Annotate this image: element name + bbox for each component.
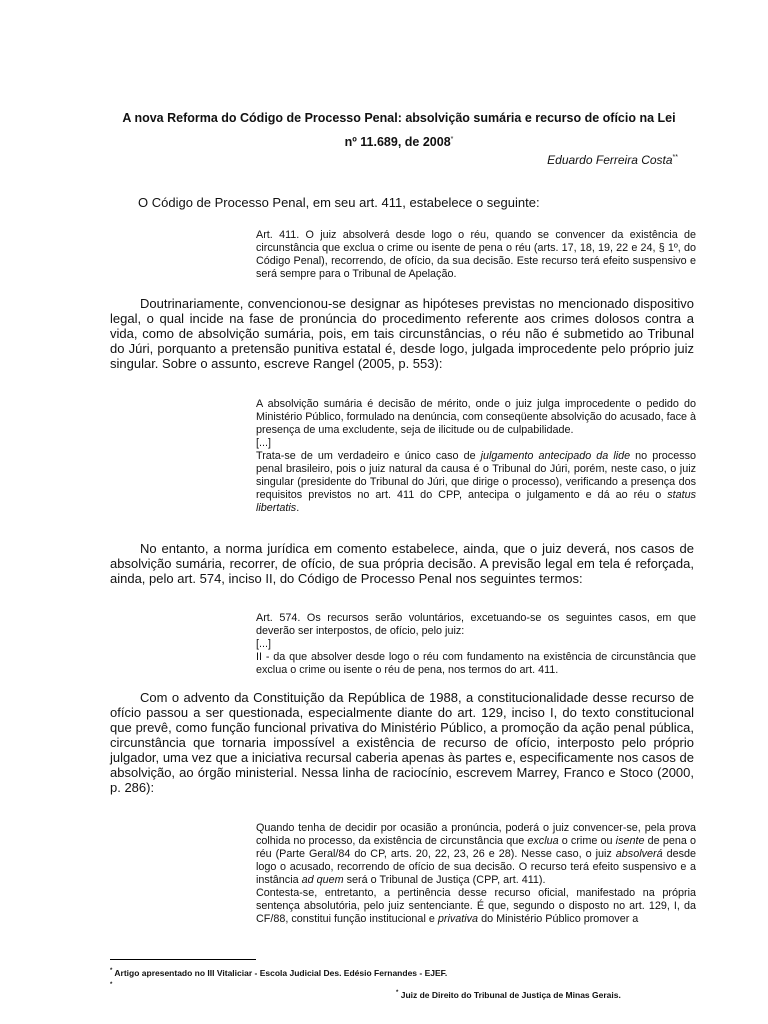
quote-marrey-part-1 <box>256 822 696 887</box>
footnote-1-marker: * <box>110 968 113 974</box>
quote-rangel-ellipsis: [...] <box>256 437 271 449</box>
paragraph-1: O Código de Processo Penal, em seu art. 411, estabelece o seguinte: <box>138 195 540 210</box>
quote-rangel-text-c: . <box>296 502 300 514</box>
quote-marrey-text-4: desde logo o acusado, recorrendo de ofício de sua decisão. O recurso terá efeito suspensivo e a instância <box>256 848 696 886</box>
author-name <box>547 153 678 167</box>
quote-rangel <box>256 398 696 515</box>
footnote-2-marker-line <box>110 980 112 992</box>
paragraph-3: No entanto, a norma jurídica em comento estabelece, ainda, que o juiz deverá, nos casos de absolvição sumária, recorrer, de ofício, de sua própria decisão. A previsão legal em tela é reforçada, ainda, pelo art. 574, inciso II, do Código de Processo Penal nos seguintes termos: <box>110 541 694 586</box>
footnote-2 <box>396 988 621 1000</box>
quote-marrey-text-6: Contesta-se, entretanto, a pertinência desse recurso oficial, manifestado na própria sentença absolutória, pelo juiz sentenciante. É que, segundo o disposto no art. 129, I, da CF/88, constitui função institucional e <box>256 887 696 925</box>
quote-marrey-text-1: Quando tenha de decidir por ocasião a pronúncia, poderá o juiz convencer-se, pela prova colhida no processo, da existência de circunstância que <box>256 822 696 847</box>
quote-marrey-text-5: será o Tribunal de Justiça (CPP, art. 411). <box>343 874 546 886</box>
quote-art-574-part-2: II - da que absolver desde logo o réu com fundamento na existência de circunstância que exclua o crime ou isente o réu de pena, nos termos do art. 411. <box>256 651 696 676</box>
title-line-2 <box>104 129 694 153</box>
paragraph-4: Com o advento da Constituição da República de 1988, a constitucionalidade desse recurso de ofício passou a ser questionada, especialmente diante do art. 129, inciso I, do texto constitucional que prevê, como função funcional privativa do Ministério Público, a promoção da ação penal pública, circunstância que tornaria impossível a existência de recurso de ofício, interposto pelo próprio julgador, uma vez que a iniciativa recursal caberia apenas às partes e, especificamente nos casos de absolvição, ao órgão ministerial. Nessa linha de raciocínio, escrevem Marrey, Franco e Stoco (2000, p. 286): <box>110 690 694 795</box>
quote-marrey-em-2: isente <box>615 835 645 847</box>
footnote-2-marker-b: * <box>396 990 399 996</box>
quote-art-574 <box>256 612 696 677</box>
title-line-1: A nova Reforma do Código de Processo Penal: absolvição sumária e recurso de ofício na Lei <box>122 111 676 125</box>
quote-art-574-ellipsis: [...] <box>256 638 271 650</box>
quote-marrey-text-3: de pena o réu (Parte Geral/84 do CP, arts. 20, 22, 23, 26 e 28). Nesse caso, o juiz <box>256 835 697 860</box>
quote-marrey-em-4: ad quem <box>301 874 344 886</box>
document-title <box>104 107 694 153</box>
quote-rangel-part-2 <box>256 450 696 515</box>
footnote-1 <box>110 966 447 978</box>
title-line-2-text: nº 11.689, de 2008 <box>344 135 451 150</box>
title-footnote-marker: * <box>450 136 454 143</box>
quote-art-574-part-1: Art. 574. Os recursos serão voluntários, excetuando-se os seguintes casos, em que deverão ser interpostos, de ofício, pelo juiz: <box>256 612 696 637</box>
quote-marrey-text-2: o crime ou <box>558 835 616 847</box>
footnote-1-text: Artigo apresentado no III Vitaliciar - Escola Judicial Des. Edésio Fernandes - EJEF. <box>114 967 448 978</box>
quote-rangel-text-a: Trata-se de um verdadeiro e único caso de <box>256 450 481 462</box>
quote-rangel-emphasis-2: status libertatis <box>256 489 696 514</box>
paragraph-2: Doutrinariamente, convencionou-se designar as hipóteses previstas no mencionado dispositivo legal, o qual incide na fase de pronúncia do procedimento referente aos crimes dolosos contra a vida, como de absolvição sumária, pois, em tais circunstâncias, o réu não é submetido ao Tribunal do Júri, porquanto a pretensão punitiva estatal é, desde logo, julgada improcedente pelo próprio juiz singular. Sobre o assunto, escreve Rangel (2005, p. 553): <box>110 296 694 371</box>
quote-marrey-part-2 <box>256 887 696 926</box>
quote-marrey <box>256 822 696 926</box>
author-footnote-marker: ** <box>672 154 678 161</box>
quote-art-411: Art. 411. O juiz absolverá desde logo o réu, quando se convencer da existência de circunstância que exclua o crime ou isente de pena o réu (arts. 17, 18, 19, 22 e 24, § 1º, do Código Penal), recorrendo, de ofício, da sua decisão. Este recurso terá efeito suspensivo e será sempre para o Tribunal de Apelação. <box>256 229 696 280</box>
quote-rangel-part-1: A absolvição sumária é decisão de mérito, onde o juiz julga improcedente o pedido do Ministério Público, formulado na denúncia, com conseqüente absolvição do acusado, face à presença de uma excludente, seja de ilicitude ou de culpabilidade. <box>256 398 696 436</box>
quote-rangel-text-b: no processo penal brasileiro, pois o juiz natural da causa é o Tribunal do Júri, porém, neste caso, o juiz singular (presidente do Tribunal do Júri, que dirige o processo), verificando a presença dos requisitos previstos no art. 411 do CPP, antecipa o julgamento e dá ao réu o <box>256 450 696 501</box>
footnote-divider <box>110 959 256 960</box>
quote-marrey-em-1: exclua <box>527 835 559 847</box>
footnote-2-marker: * <box>110 982 113 988</box>
quote-marrey-em-3: absolverá <box>615 848 663 860</box>
footnote-2-text: Juiz de Direito do Tribunal de Justiça de Minas Gerais. <box>400 989 621 1000</box>
author-text: Eduardo Ferreira Costa <box>547 153 673 167</box>
quote-marrey-text-7: do Ministério Público promover a <box>478 913 639 925</box>
quote-rangel-emphasis-1: julgamento antecipado da lide <box>480 450 631 462</box>
quote-marrey-em-5: privativa <box>437 913 479 925</box>
